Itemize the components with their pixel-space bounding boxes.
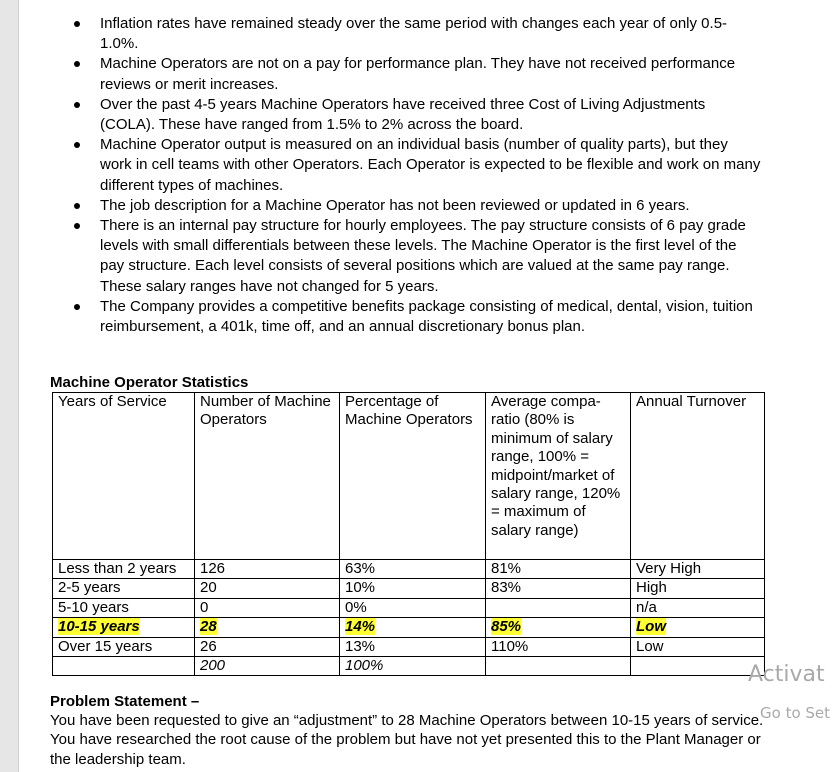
table-cell xyxy=(340,618,486,637)
highlighted-text: Low xyxy=(636,618,666,636)
table-cell: 81% xyxy=(486,560,631,579)
table-row xyxy=(53,637,765,656)
table-cell: 63% xyxy=(340,560,486,579)
table-cell: 110% xyxy=(486,637,631,656)
table-header-row xyxy=(53,393,765,560)
table-cell: High xyxy=(631,579,765,598)
highlighted-table-row xyxy=(53,618,765,637)
table-row xyxy=(53,598,765,617)
total-operators: 200 xyxy=(200,657,226,675)
table-cell: n/a xyxy=(631,598,765,617)
highlighted-text: 85% xyxy=(491,618,522,636)
activation-watermark: Activat xyxy=(748,662,825,687)
problem-statement-text: You have been requested to give an “adjustment” to 28 Machine Operators between 10-15 years of service. You have researched the root cause of the problem but have not yet presented this to the Plant Manager or the leadership team. xyxy=(50,712,764,768)
table-cell xyxy=(195,618,340,637)
table-row xyxy=(53,560,765,579)
highlighted-text: 10-15 years xyxy=(58,618,140,636)
fact-bullet-list xyxy=(72,14,762,337)
bullet-icon xyxy=(74,223,80,229)
table-cell: Very High xyxy=(631,560,765,579)
column-header: Number of Machine Operators xyxy=(195,393,340,560)
table-cell: 2-5 years xyxy=(53,579,195,598)
bullet-icon xyxy=(74,102,80,108)
table-cell: Low xyxy=(631,637,765,656)
table-cell: 26 xyxy=(195,637,340,656)
table-cell: 83% xyxy=(486,579,631,598)
list-item: The Company provides a competitive benefits package consisting of medical, dental, vision, tuition reimbursement, a 401k, time off, and an annual discretionary bonus plan. xyxy=(72,297,762,337)
highlighted-text: 14% xyxy=(345,618,376,636)
table-cell: Over 15 years xyxy=(53,637,195,656)
column-header: Annual Turnover xyxy=(631,393,765,560)
table-cell xyxy=(195,657,340,676)
problem-statement-title: Problem Statement – xyxy=(50,693,200,710)
bullet-icon xyxy=(74,21,80,27)
bullet-icon xyxy=(74,304,80,310)
table-cell: 5-10 years xyxy=(53,598,195,617)
table-cell: 10% xyxy=(340,579,486,598)
table-cell: 20 xyxy=(195,579,340,598)
bullet-icon xyxy=(74,203,80,209)
table-cell: 126 xyxy=(195,560,340,579)
statistics-table xyxy=(52,392,765,676)
bullet-icon xyxy=(74,61,80,67)
list-item: Machine Operator output is measured on an individual basis (number of quality parts), but they work in cell teams with other Operators. Each Operator is expected to be flexible and work on many different types of machines. xyxy=(72,135,762,196)
activation-watermark-subtext: Go to Set xyxy=(760,704,831,722)
totals-row xyxy=(53,657,765,676)
table-cell xyxy=(486,657,631,676)
list-item: There is an internal pay structure for hourly employees. The pay structure consists of 6 pay grade levels with small differentials between these levels. The Machine Operator is the first level of the pay structure. Each level consists of several positions which are valued at the same pay range. These salary ranges have not changed for 5 years. xyxy=(72,216,762,297)
section-title: Machine Operator Statistics xyxy=(50,374,249,391)
viewer-margin xyxy=(0,0,18,772)
list-item: The job description for a Machine Operator has not been reviewed or updated in 6 years. xyxy=(72,196,762,216)
column-header: Average compa-ratio (80% is minimum of salary range, 100% = midpoint/market of salary range, 120% = maximum of salary range) xyxy=(486,393,631,560)
table-cell xyxy=(631,657,765,676)
bullet-icon xyxy=(74,142,80,148)
column-header: Percentage of Machine Operators xyxy=(340,393,486,560)
list-item: Over the past 4-5 years Machine Operators have received three Cost of Living Adjustments (COLA). These have ranged from 1.5% to 2% across the board. xyxy=(72,95,762,135)
table-cell xyxy=(631,618,765,637)
table-cell: 13% xyxy=(340,637,486,656)
table-cell: Less than 2 years xyxy=(53,560,195,579)
table-cell xyxy=(340,657,486,676)
table-cell: 0% xyxy=(340,598,486,617)
total-percentage: 100% xyxy=(345,657,384,675)
table-row xyxy=(53,579,765,598)
list-item: Inflation rates have remained steady over the same period with changes each year of only 0.5-1.0%. xyxy=(72,14,762,54)
highlighted-text: 28 xyxy=(200,618,217,636)
table-cell xyxy=(486,598,631,617)
table-cell xyxy=(53,657,195,676)
page-border xyxy=(18,0,19,772)
table-cell xyxy=(486,618,631,637)
table-cell: 0 xyxy=(195,598,340,617)
table-cell xyxy=(53,618,195,637)
list-item: Machine Operators are not on a pay for performance plan. They have not received performance reviews or merit increases. xyxy=(72,54,762,94)
column-header: Years of Service xyxy=(53,393,195,560)
